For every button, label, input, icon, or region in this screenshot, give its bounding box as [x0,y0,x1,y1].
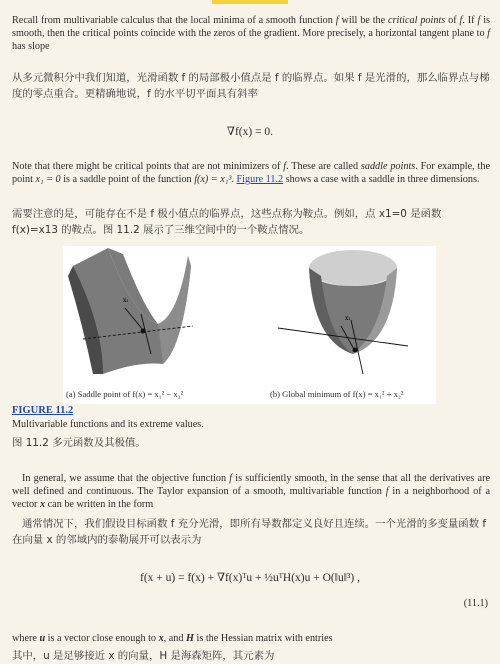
paragraph-saddle-points [12,160,490,186]
equation-text: ∇f(x) = 0. [226,126,274,138]
saddle-surface [68,248,191,374]
var-f: f [477,15,481,26]
text: is smooth, then the critical points coincide with the zeros of the gradient. More precisely, a horizontal tangent plane to [12,15,490,39]
var-f: f [229,473,233,484]
text: Recall from multivariable calculus that the local minima of a smooth function [12,15,336,26]
bowl-label-x1: x₁ [345,315,351,322]
text: in a neighborhood of a vector [12,486,491,510]
figure-caption-a: (a) Saddle point of f(x) = x₁² − x₂² [66,389,184,399]
figure-title-zh: 图 11.2 多元函数及其极值。 [12,437,146,449]
text: will be the [338,15,389,26]
equation-gradient-zero [0,124,500,138]
text: can be written in the form [45,499,154,510]
text: shows a case with a saddle in three dimensions. [283,174,480,185]
text: . These are called [286,161,361,172]
term-critical-points: critical points [388,15,446,26]
math-point: x₁ = 0 [35,174,61,185]
equation-taylor [0,570,500,584]
paragraph-hessian-zh: 其中，u 是足够接近 x 的向量，H 是海森矩阵，其元素为 [12,650,275,662]
var-x: x [158,633,164,644]
var-H: H [186,633,194,644]
var-u: u [39,633,46,644]
top-accent-bar [212,0,288,4]
text: Note that there might be critical points that are not minimizers of [12,161,284,172]
figure-image [63,246,436,404]
paragraph-critical-points-zh: 从多元微积分中我们知道，光滑函数 f 的局部极小值点是 f 的临界点。如果 f 是光滑的，那么临界点与梯度的零点重合。更精确地说，f 的水平切平面具有斜率 [12,72,490,100]
figure-label[interactable]: FIGURE 11.2 [12,405,74,416]
equation-text: f(x + u) = f(x) + ∇f(x)ᵀu + ½uᵀH(x)u + O(‖u‖³) , [140,572,360,584]
var-x: x [40,499,46,510]
text: is a vector close enough to [45,633,159,644]
paragraph-taylor-intro [12,472,490,511]
text: is a saddle point of the function [60,174,195,185]
text: where [12,633,40,644]
term-saddle-points: saddle points [360,161,416,172]
text: In general, we assume that the objective function [22,473,230,484]
text: . [231,174,237,185]
text: . If [462,15,478,26]
text: is the Hessian matrix with entries [193,633,333,644]
equation-number: (11.1) [463,598,488,609]
var-f: f [487,28,490,39]
paragraph-hessian [12,632,490,645]
text: of [445,15,460,26]
text: . For example, the point [12,161,490,185]
saddle-label-x1: x₁ [123,297,129,304]
var-f: f [385,486,389,497]
paragraph-critical-points [12,14,490,53]
text: is sufficiently smooth, in the sense that all the derivatives are well defined and continuous. The Taylor expansion of a smooth, multivariable function [12,473,490,497]
figure-link[interactable]: Figure 11.2 [236,174,284,185]
paragraph-taylor-intro-zh: 通常情况下，我们假设目标函数 f 充分光滑，即所有导数都定义良好且连续。一个光滑的多变量函数 f 在向量 x 的邻域内的泰勒展开可以表示为 [12,518,487,546]
text: , and [163,633,187,644]
figure-graphic [63,246,436,404]
math-function: f(x) = x₁³ [194,174,232,185]
paragraph-saddle-points-zh: 需要注意的是，可能存在不是 f 极小值点的临界点，这些点称为鞍点。例如，点 x1=0 是函数 f(x)=x13 的鞍点。图 11.2 展示了三维空间中的一个鞍点情况。 [12,208,442,236]
var-f: f [335,15,339,26]
var-f: f [459,15,463,26]
text: has slope [12,41,50,52]
figure-caption-b: (b) Global minimum of f(x) = x₁² + x₂² [270,389,404,399]
figure-title: Multivariable functions and its extreme values. [12,419,204,430]
var-f: f [283,161,287,172]
